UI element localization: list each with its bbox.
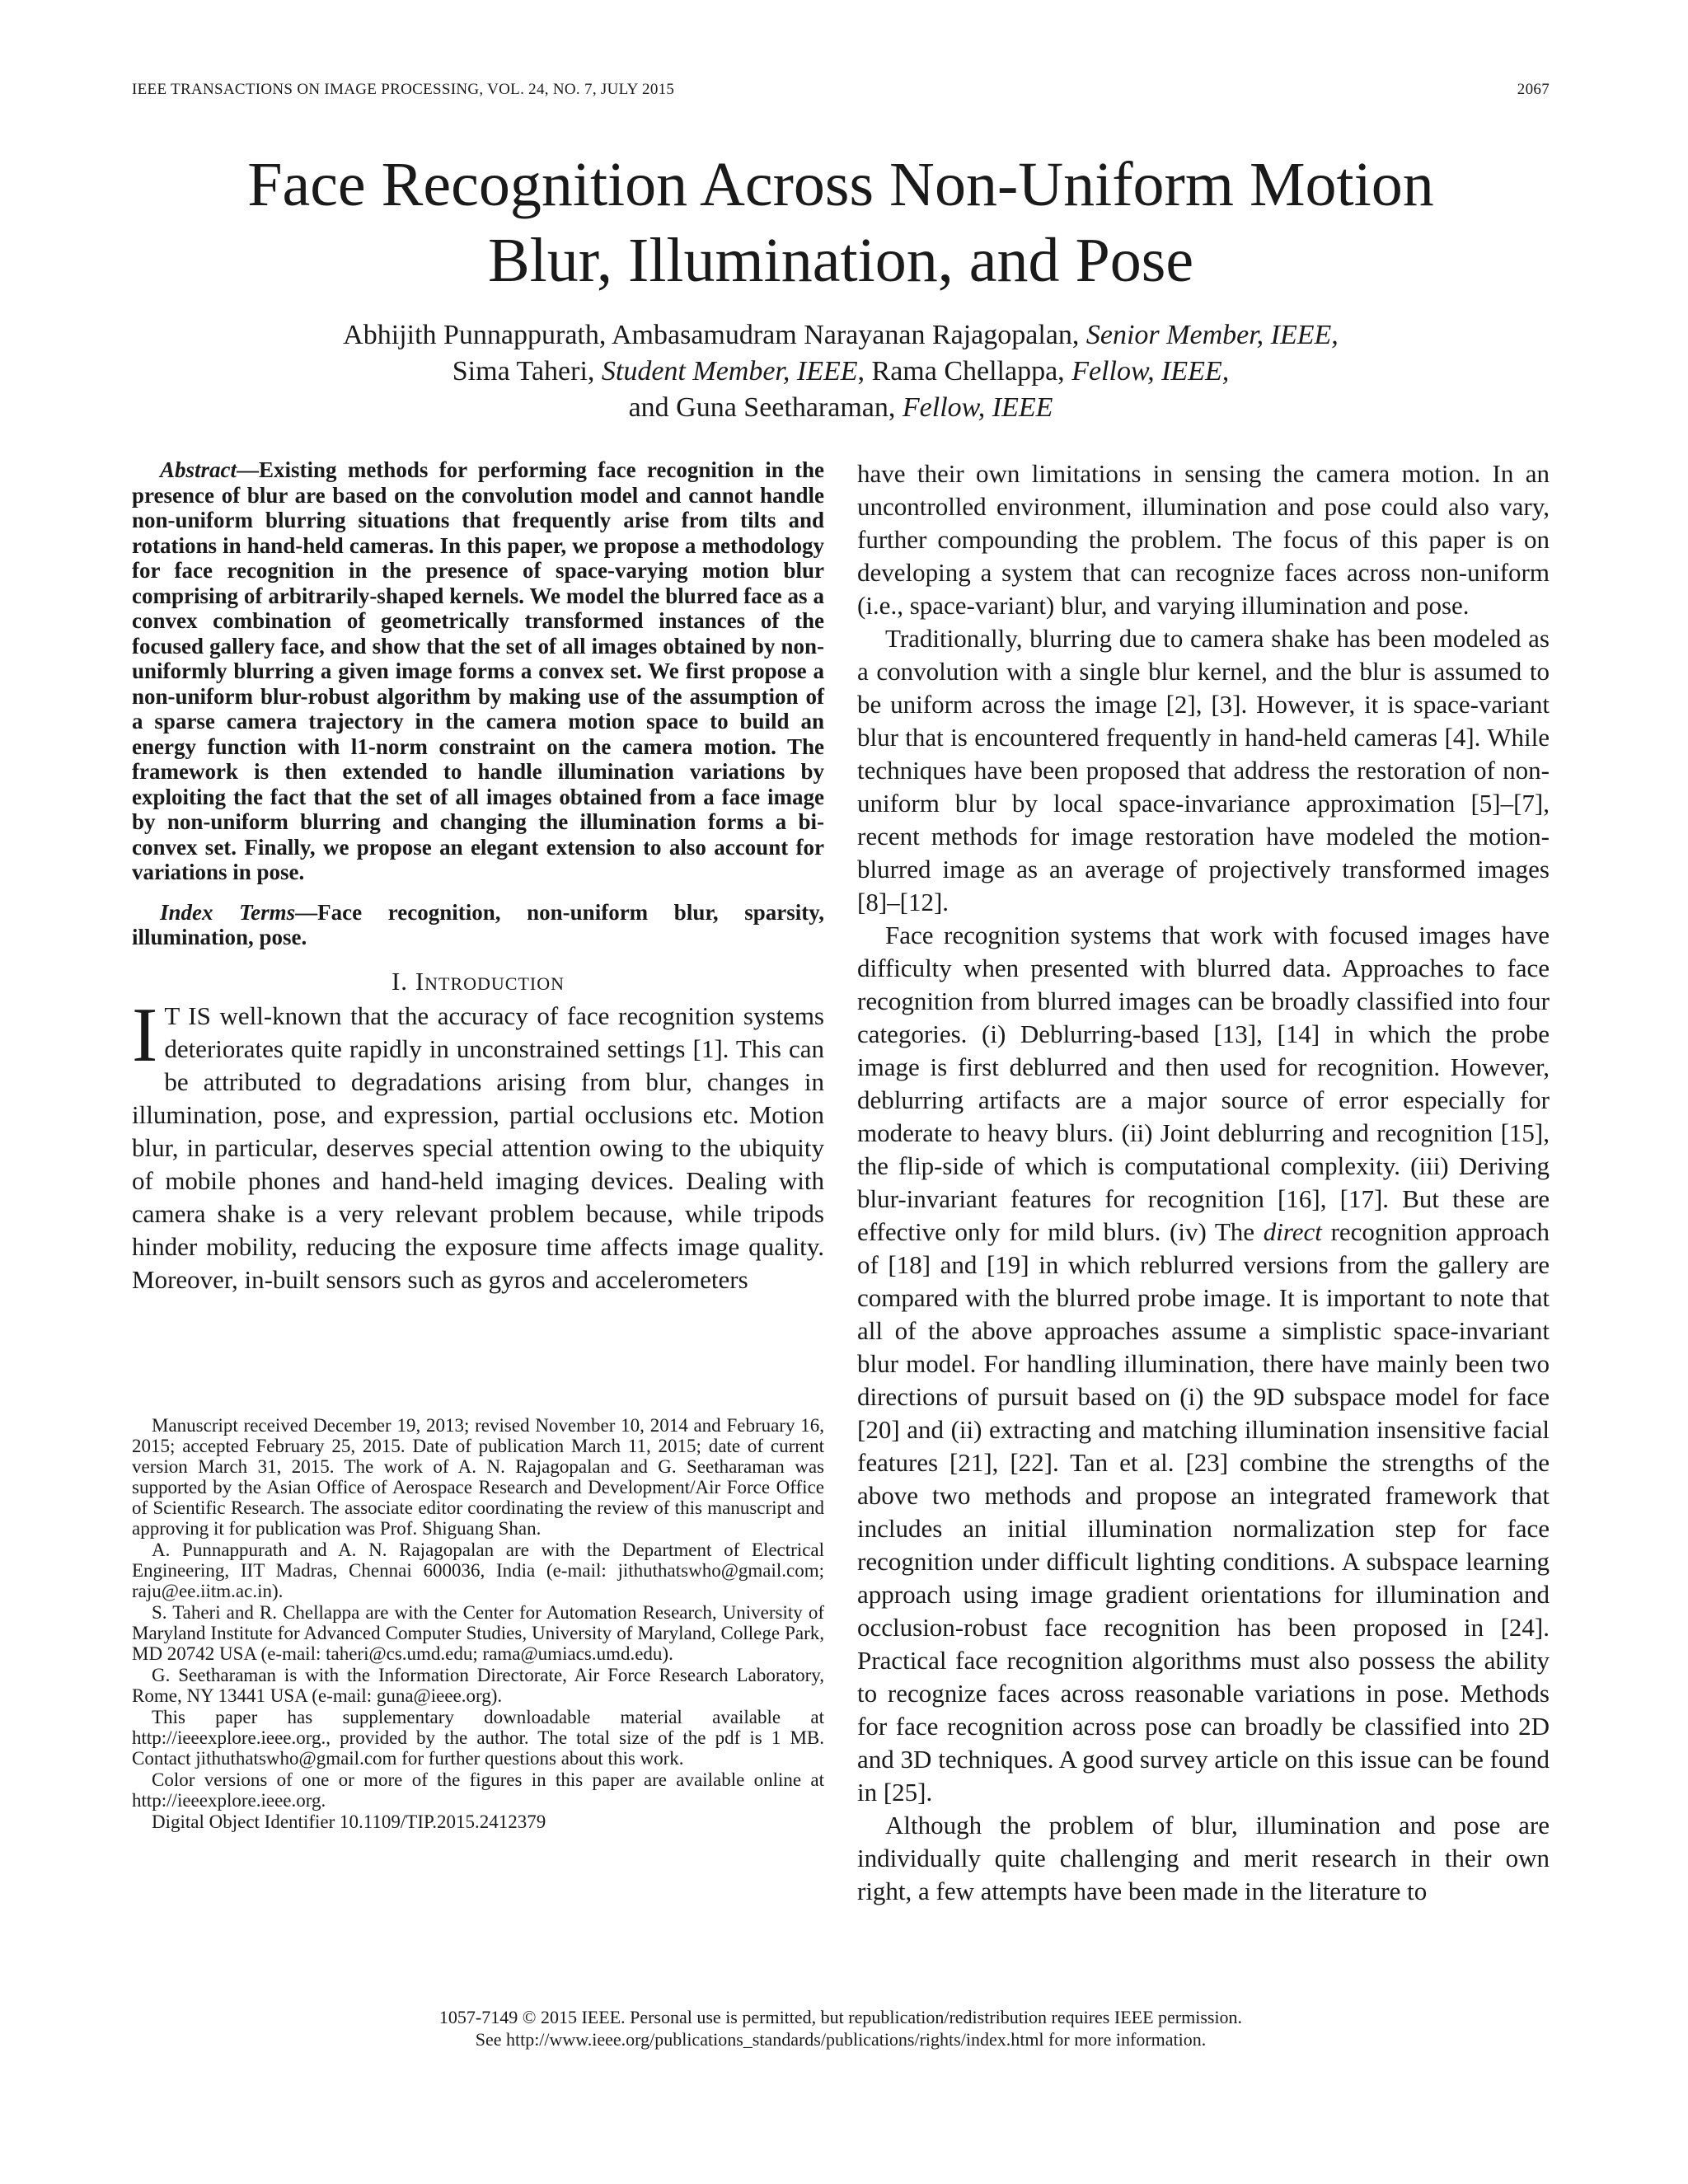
- author-names: Abhijith Punnappurath, Ambasamudram Narayanan Rajagopalan,: [343, 320, 1086, 350]
- author-role: Fellow, IEEE: [902, 392, 1053, 423]
- abstract-text: —Existing methods for performing face recognition in the presence of blur are based on the convolution model and cannot handle non-uniform blurring situations that frequently arise from tilts and rotations in hand-held cameras. In this paper, we propose a methodology for face recognition in the presence of space-varying motion blur comprising of arbitrarily-shaped kernels. We model the blurred face as a convex combination of geometrically transformed instances of the focused gallery face, and show that the set of all images obtained by non-uniformly blurring a given image forms a convex set. We first propose a non-uniform blur-robust algorithm by making use of the assumption of a sparse camera trajectory in the camera motion space to build an energy function with l1-norm constraint on the camera motion. The framework is then extended to handle illumination variations by exploiting the fact that the set of all images obtained from a face image by non-uniform blurring and changing the illumination forms a bi-convex set. Finally, we propose an elegant extension to also account for variations in pose.: [132, 457, 824, 884]
- copyright-notice: [132, 2006, 1550, 2050]
- body-paragraph: Traditionally, blurring due to camera shake has been modeled as a convolution with a single blur kernel, and the blur is assumed to be uniform across the image [2], [3]. However, it is space-variant blur that is encountered frequently in hand-held cameras [4]. While techniques have been proposed that address the restoration of non-uniform blur by local space-invariance approximation [5]–[7], recent methods for image restoration have modeled the motion-blurred image as an average of projectively transformed images [8]–[12].: [857, 624, 1550, 916]
- author-role: Fellow, IEEE,: [1071, 356, 1230, 387]
- author-name: Sima Taheri,: [452, 356, 602, 387]
- emphasis: direct: [1263, 1217, 1322, 1246]
- running-header: [132, 81, 1550, 105]
- author-name: , Rama Chellappa,: [857, 356, 1072, 387]
- author-role: Student Member, IEEE: [601, 356, 858, 387]
- body-paragraph: have their own limitations in sensing the camera motion. In an uncontrolled environment, illumination and pose could also vary, further compounding the problem. The focus of this paper is on developing a system that can recognize faces across non-uniform (i.e., space-variant) blur, and varying illumination and pose.: [857, 459, 1550, 620]
- author-line-2: [132, 354, 1550, 390]
- author-line-1: [132, 317, 1550, 354]
- footnote-supplementary: This paper has supplementary downloadable material available at http://ieeexplore.ieee.org., provided by the author. The total size of the pdf is 1 MB. Contact jithuthatswho@gmail.com for further questions about this work.: [132, 1707, 824, 1769]
- footnote-manuscript: Manuscript received December 19, 2013; revised November 10, 2014 and February 16, 2015; accepted February 25, 2015. Date of publication March 11, 2015; date of current version March 31, 2015. The work of A. N. Rajagopalan and G. Seetharaman was supported by the Asian Office of Aerospace Research and Development/Air Force Office of Scientific Research. The associate editor coordinating the review of this manuscript and approving it for publication was Prof. Shiguang Shan.: [132, 1415, 824, 1539]
- section-heading: [132, 965, 824, 998]
- author-role: Senior Member, IEEE,: [1085, 320, 1339, 350]
- title-line-2: Blur, Illumination, and Pose: [487, 226, 1194, 295]
- left-column: [132, 457, 824, 1296]
- body-text: Face recognition systems that work with focused images have difficulty when presented with blurred data. Approaches to face recognition from blurred images can be broadly classified into four categories. (i) Deblurring-based [13], [14] in which the probe image is first deblurred and then used for recognition. However, deblurring artifacts are a major source of error especially for moderate to heavy blurs. (ii) Joint deblurring and recognition [15], the flip-side of which is computational complexity. (iii) Deriving blur-invariant features for recognition [16], [17]. But these are effective only for mild blurs. (iv) The: [857, 921, 1550, 1246]
- copyright-line-1: 1057-7149 © 2015 IEEE. Personal use is permitted, but republication/redistribution requires IEEE permission.: [438, 2007, 1243, 2027]
- body-text: recognition approach of [18] and [19] in which reblurred versions from the gallery are compared with the blurred probe image. It is important to note that all of the above approaches assume a simplistic space-invariant blur model. For handling illumination, there have mainly been two directions of pursuit based on (i) the 9D subspace model for face [20] and (ii) extracting and matching illumination insensitive facial features [21], [22]. Tan et al. [23] combine the strengths of the above two methods and propose an integrated framework that includes an initial illumination normalization step for face recognition under difficult lighting conditions. A subspace learning approach using image gradient orientations for illumination and occlusion-robust face recognition has been proposed in [24]. Practical face recognition algorithms must also possess the ability to recognize faces across reasonable variations in pose. Methods for face recognition across pose can broadly be classified into 2D and 3D techniques. A good survey article on this issue can be found in [25].: [857, 1217, 1550, 1807]
- abstract: [132, 457, 824, 885]
- footnote-affiliation-3: G. Seetharaman is with the Information Directorate, Air Force Research Laboratory, Rome, NY 13441 USA (e-mail: guna@ieee.org).: [132, 1665, 824, 1706]
- index-terms-label: Index Terms: [160, 899, 296, 925]
- intro-text: T IS well-known that the accuracy of face recognition systems deteriorates quite rapidly in unconstrained settings [1]. This can be attributed to degradations arising from blur, changes in illumination, pose, and expression, partial occlusions etc. Motion blur, in particular, deserves special attention owing to the ubiquity of mobile phones and hand-held imaging devices. Dealing with camera shake is a very relevant problem because, while tripods hinder mobility, reducing the exposure time affects image quality. Moreover, in-built sensors such as gyros and accelerometers: [132, 1001, 824, 1294]
- footnote-affiliation-1: A. Punnappurath and A. N. Rajagopalan are with the Department of Electrical Engineering, IIT Madras, Chennai 600036, India (e-mail: jithuthatswho@gmail.com; raju@ee.iitm.ac.in).: [132, 1540, 824, 1601]
- abstract-label: Abstract: [160, 457, 237, 482]
- journal-name: IEEE TRANSACTIONS ON IMAGE PROCESSING, VOL. 24, NO. 7, JULY 2015: [132, 81, 675, 98]
- index-terms: [132, 900, 824, 950]
- intro-paragraph: [132, 991, 824, 1296]
- drop-cap: I: [132, 991, 158, 1078]
- copyright-line-2: See http://www.ieee.org/publications_standards/publications/rights/index.html for more information.: [475, 2029, 1207, 2050]
- title-line-1: Face Recognition Across Non-Uniform Motion: [247, 150, 1434, 219]
- right-column: [857, 457, 1550, 1908]
- paper-title: [132, 147, 1550, 298]
- author-list: [132, 317, 1550, 426]
- body-paragraph: Although the problem of blur, illumination and pose are individually quite challenging and merit research in their own right, a few attempts have been made in the literature to: [857, 1811, 1550, 1905]
- footnotes: [132, 1415, 824, 1833]
- page-number: 2067: [1517, 81, 1550, 98]
- footnote-doi: Digital Object Identifier 10.1109/TIP.2015.2412379: [152, 1811, 546, 1832]
- body-paragraph: [857, 919, 1550, 1809]
- footnote-color: Color versions of one or more of the figures in this paper are available online at http://ieeexplore.ieee.org.: [132, 1769, 824, 1811]
- index-terms-text: —Face recognition, non-uniform blur, sparsity, illumination, pose.: [132, 899, 825, 949]
- section-numeral: I.: [391, 966, 415, 996]
- author-name: and Guna Seetharaman,: [628, 392, 903, 423]
- author-line-3: [132, 390, 1550, 426]
- footnote-affiliation-2: S. Taheri and R. Chellappa are with the Center for Automation Research, University of Maryland Institute for Advanced Computer Studies, University of Maryland, College Park, MD 20742 USA (e-mail: taheri@cs.umd.edu; rama@umiacs.umd.edu).: [132, 1602, 824, 1664]
- section-title: Introduction: [415, 966, 565, 996]
